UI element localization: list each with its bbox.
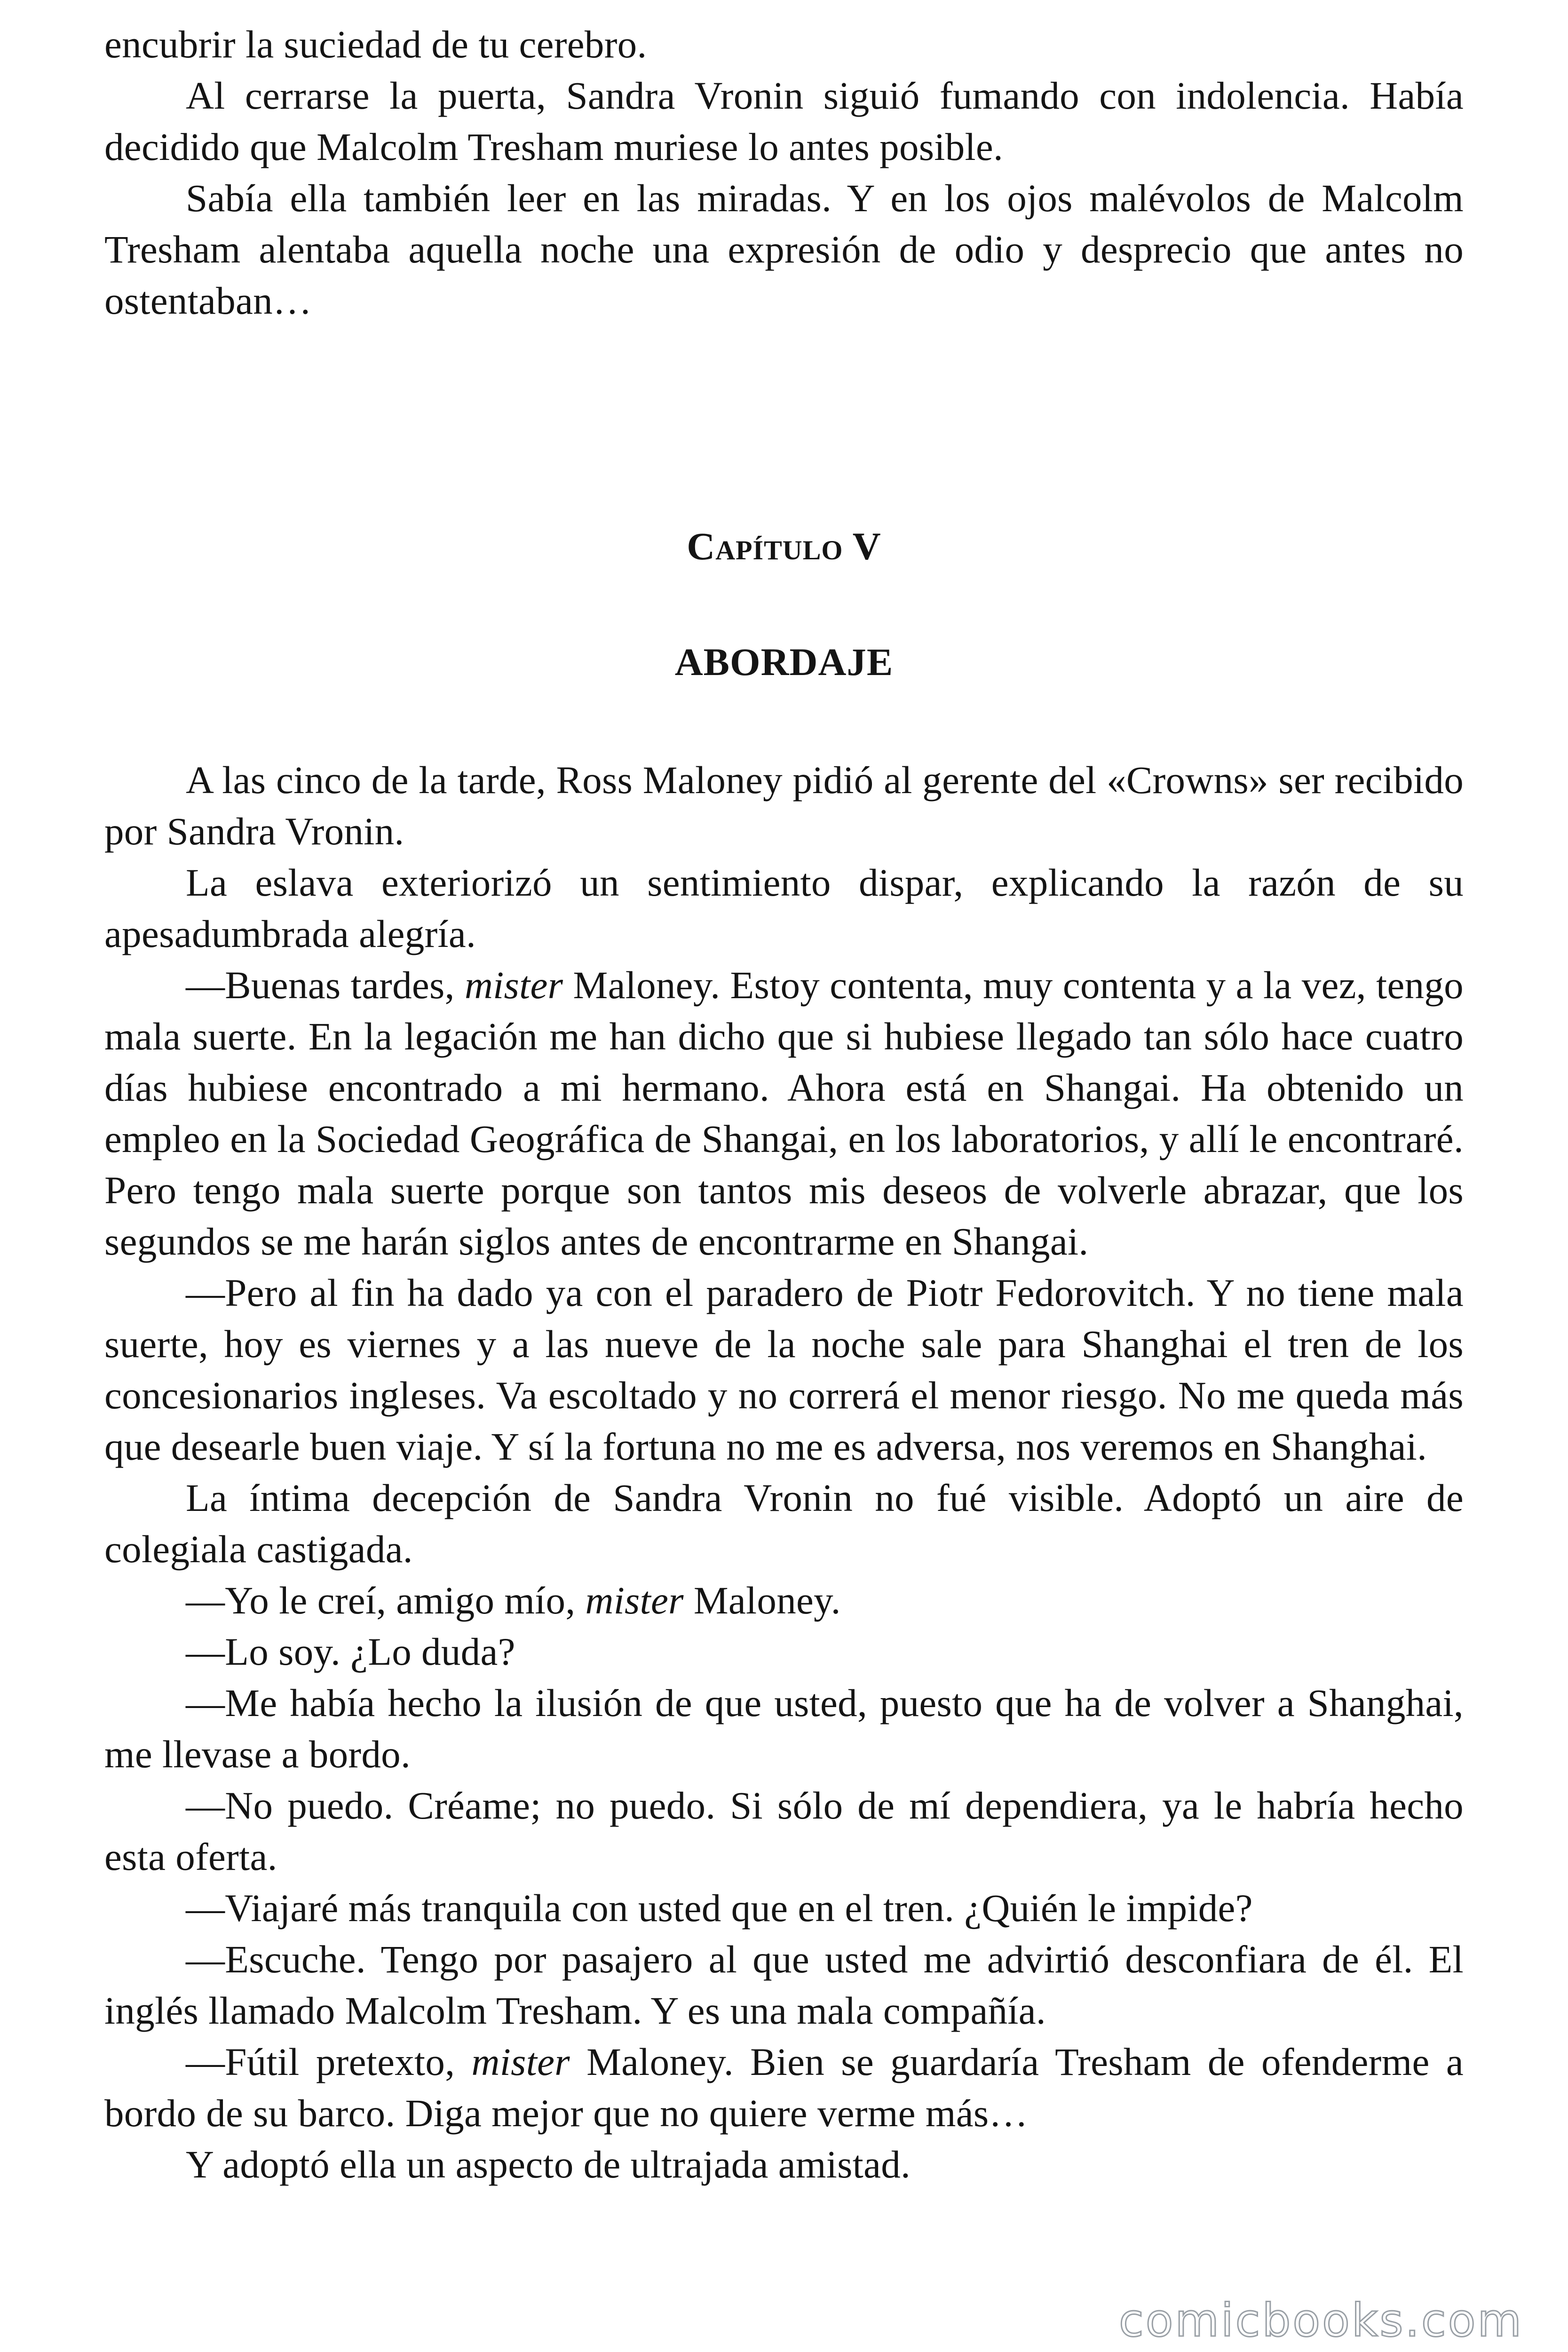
paragraph: Al cerrarse la puerta, Sandra Vronin siguió fumando con indolencia. Había decidido que Malcolm Tresham muriese lo antes posible. [104,74,1464,168]
paragraph: —Me había hecho la ilusión de que usted, puesto que ha de volver a Shanghai, me llevase a bordo. [104,1681,1464,1776]
paragraph: La íntima decepción de Sandra Vronin no fué visible. Adoptó un aire de colegiala castigada. [104,1476,1464,1571]
paragraph: —Escuche. Tengo por pasajero al que usted me advirtió desconfiara de él. El inglés llamado Malcolm Tresham. Y es una mala compañía. [104,1938,1464,2032]
chapter-heading: Capítulo V [687,524,881,568]
paragraph [104,1575,1464,1626]
paragraph: Sabía ella también leer en las miradas. Y en los ojos malévolos de Malcolm Tresham alentaba aquella noche una expresión de odio y desprecio que antes no ostentaban… [104,176,1464,322]
book-page [104,19,1464,2190]
paragraph: La eslava exteriorizó un sentimiento dispar, explicando la razón de su apesadumbrada alegría. [104,861,1464,955]
dialogue-text: —Fútil pretexto, [186,2040,472,2083]
dialogue-text: Maloney. [683,1579,841,1622]
dialogue-text: Maloney. Bien se guardaría Tresham de ofenderme a bordo de su barco. Diga mejor que no quiere verme más… [104,2040,1464,2135]
paragraph: —Pero al fin ha dado ya con el paradero de Piotr Fedorovitch. Y no tiene mala suerte, hoy es viernes y a las nueve de la noche sale para Shanghai el tren de los concesionarios ingleses. Va escoltado y no correrá el menor riesgo. No me queda más que desearle buen viaje. Y sí la fortuna no me es adversa, nos veremos en Shanghai. [104,1271,1464,1468]
dialogue-text: —Yo le creí, amigo mío, [186,1579,586,1622]
paragraph: —Lo soy. ¿Lo duda? [186,1630,515,1673]
paragraph [104,2036,1464,2139]
dialogue-text: Maloney. Estoy contenta, muy contenta y a la vez, tengo mala suerte. En la legación me han dicho que si hubiese llegado tan sólo hace cuatro días hubiese encontrado a mi hermano. Ahora está en Shangai. Ha obtenido un empleo en la Sociedad Geográfica de Shangai, en los laboratorios, y allí le encontraré. Pero tengo mala suerte porque son tantos mis deseos de volverle abrazar, que los segundos se me harán siglos antes de encontrarme en Shangai. [104,963,1464,1263]
emphasis-text: mister [585,1579,684,1622]
paragraph: —Viajaré más tranquila con usted que en el tren. ¿Quién le impide? [186,1886,1253,1930]
paragraph: Y adoptó ella un aspecto de ultrajada amistad. [186,2143,911,2186]
paragraph: —No puedo. Créame; no puedo. Si sólo de mí dependiera, ya le habría hecho esta oferta. [104,1784,1464,1878]
emphasis-text: mister [471,2040,570,2083]
emphasis-text: mister [464,963,563,1007]
paragraph [104,960,1464,1267]
paragraph: encubrir la suciedad de tu cerebro. [104,23,647,66]
paragraph: A las cinco de la tarde, Ross Maloney pidió al gerente del «Crowns» ser recibido por Sandra Vronin. [104,758,1464,853]
dialogue-text: —Buenas tardes, [186,963,465,1007]
watermark: comicbooks.com [1118,2294,1523,2347]
chapter-title: ABORDAJE [674,640,894,683]
